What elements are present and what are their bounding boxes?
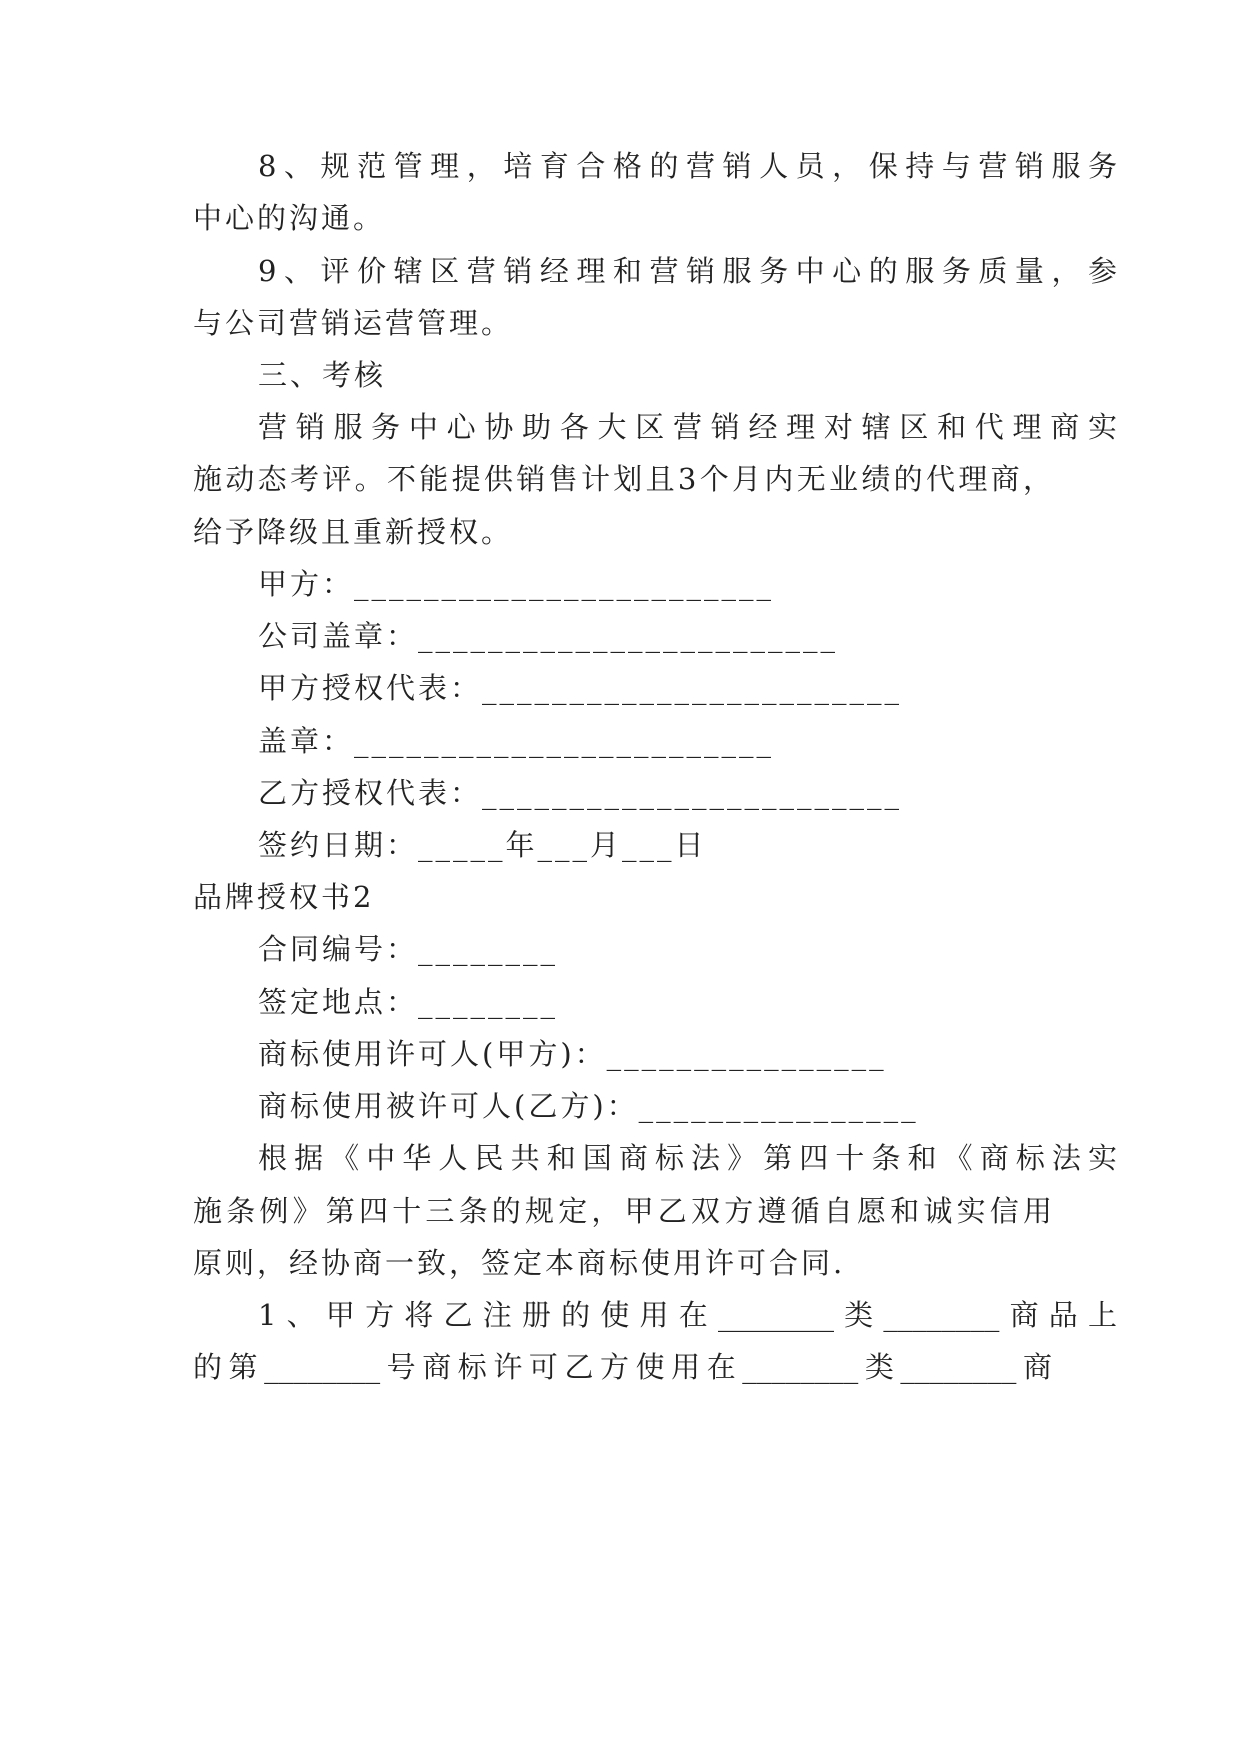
paragraph-line: 给予降级且重新授权。 bbox=[193, 515, 514, 549]
signature-field: 公司盖章：________________________ bbox=[258, 619, 839, 653]
document-title: 品牌授权书2 bbox=[193, 880, 375, 914]
signature-field: 乙方授权代表：________________________ bbox=[258, 776, 903, 810]
paragraph-line: 1、甲方将乙注册的使用在________类________商品上 bbox=[258, 1298, 1117, 1332]
date-field: 签约日期：_____年___月___日 bbox=[258, 828, 707, 862]
paragraph-line: 的第________号商标许可乙方使用在________类________商 bbox=[193, 1350, 1052, 1384]
paragraph-line: 施条例》第四十三条的规定，甲乙双方遵循自愿和诚实信用 bbox=[193, 1194, 1052, 1228]
signature-field: 甲方：________________________ bbox=[258, 567, 775, 601]
paragraph-line: 与公司营销运营管理。 bbox=[193, 306, 514, 340]
licensor-field: 商标使用许可人(甲方)：________________ bbox=[258, 1037, 887, 1071]
paragraph-line: 根据《中华人民共和国商标法》第四十条和《商标法实 bbox=[258, 1141, 1117, 1175]
signature-field: 甲方授权代表：________________________ bbox=[258, 671, 903, 705]
paragraph-line: 营销服务中心协助各大区营销经理对辖区和代理商实 bbox=[258, 410, 1117, 444]
paragraph-line: 施动态考评。不能提供销售计划且3个月内无业绩的代理商， bbox=[193, 462, 1052, 496]
section-heading: 三、考核 bbox=[258, 358, 387, 392]
licensee-field: 商标使用被许可人(乙方)：________________ bbox=[258, 1089, 919, 1123]
signing-location-field: 签定地点：________ bbox=[258, 985, 559, 1019]
contract-number-field: 合同编号：________ bbox=[258, 932, 559, 966]
paragraph-line: 原则，经协商一致，签定本商标使用许可合同. bbox=[193, 1246, 846, 1280]
signature-field: 盖章：________________________ bbox=[258, 724, 775, 758]
paragraph-line: 8、规范管理，培育合格的营销人员，保持与营销服务 bbox=[258, 149, 1117, 183]
paragraph-line: 中心的沟通。 bbox=[193, 201, 386, 235]
paragraph-line: 9、评价辖区营销经理和营销服务中心的服务质量，参 bbox=[258, 254, 1117, 288]
